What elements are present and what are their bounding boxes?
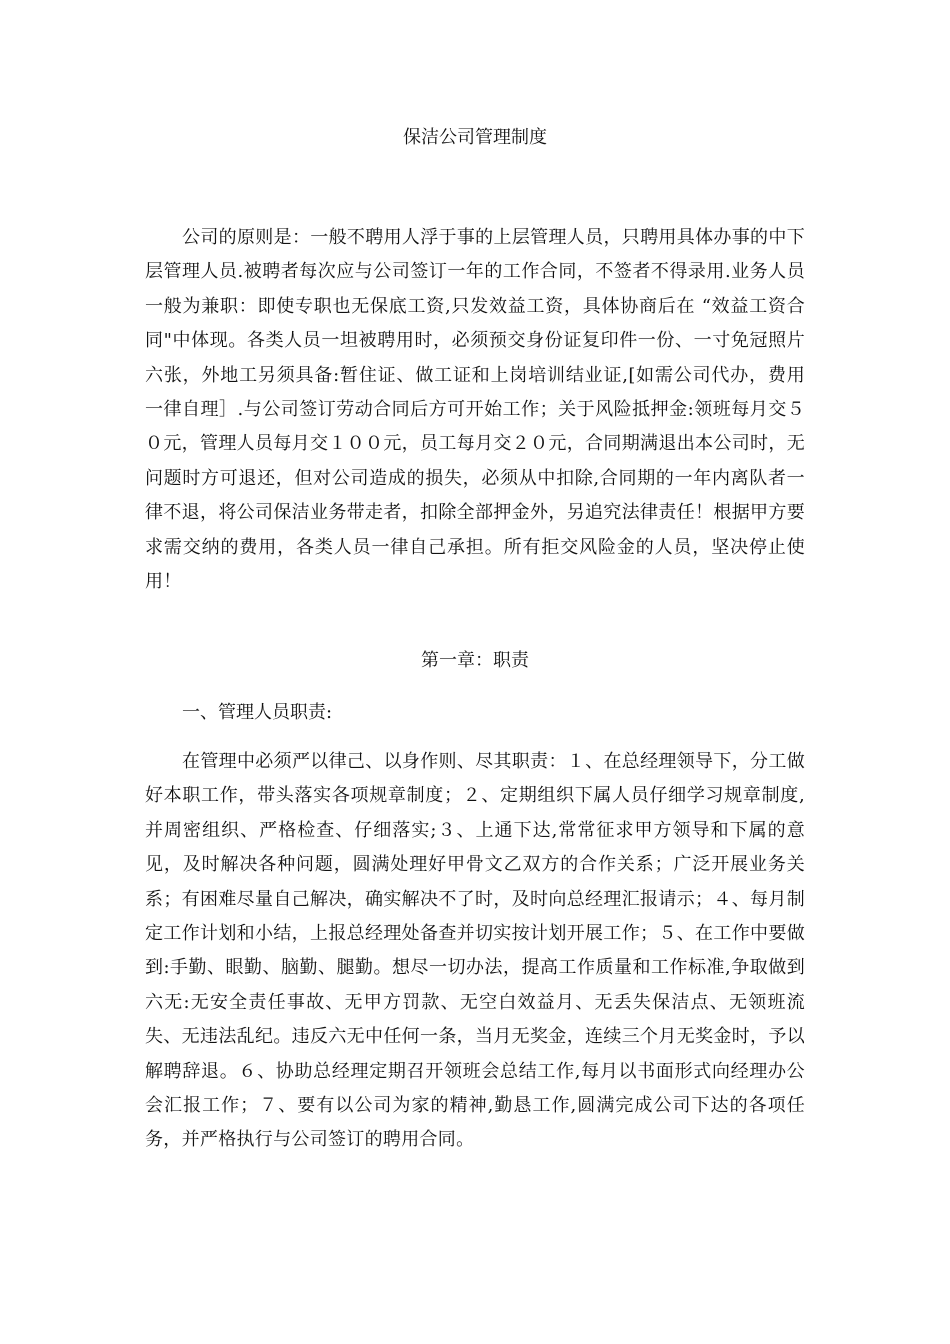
section-paragraph: 在管理中必须严以律己、以身作则、尽其职责：１、在总经理领导下，分工做好本职工作，带头落实各项规章制度；２、定期组织下属人员仔细学习规章制度,并周密组织、严格检查、仔细落实;３、上通下达,常常征求甲方领导和下属的意见，及时解决各种问题，圆满处理好甲骨文乙双方的合作关系；广泛开展业务关系；有困难尽量自己解决，确实解决不了时，及时向总经理汇报请示；４、每月制定工作计划和小结，上报总经理处备查并切实按计划开展工作；５、在工作中要做到:手勤、眼勤、脑勤、腿勤。想尽一切办法，提高工作质量和工作标准,争取做到六无:无安全责任事故、无甲方罚款、无空白效益月、无丢失保洁点、无领班流失、无违法乱纪。违反六无中任何一条，当月无奖金，连续三个月无奖金时，予以解聘辞退。６、协助总经理定期召开领班会总结工作,每月以书面形式向经理办公会汇报工作；７、要有以公司为家的精神,勤恳工作,圆满完成公司下达的各项任务，并严格执行与公司签订的聘用合同。 bbox=[145, 751, 805, 1151]
document-title: 保洁公司管理制度 bbox=[403, 127, 547, 148]
chapter-heading: 第一章：职责 bbox=[421, 650, 529, 671]
section-heading: 一、管理人员职责: bbox=[182, 702, 333, 723]
intro-paragraph: 公司的原则是：一般不聘用人浮于事的上层管理人员，只聘用具体办事的中下层管理人员.被聘者每次应与公司签订一年的工作合同，不签者不得录用.业务人员一般为兼职：即使专职也无保底工资,只发效益工资，具体协商后在 “效益工资合同"中体现。各类人员一坦被聘用时，必须预交身份证复印件一份、一寸免冠照片六张，外地工另须具备:暂住证、做工证和上岗培训结业证,[如需公司代办，费用一律自理］.与公司签订劳动合同后方可开始工作；关于风险抵押金:领班每月交５０元，管理人员每月交１００元，员工每月交２０元，合同期满退出本公司时，无问题时方可退还，但对公司造成的损失，必须从中扣除,合同期的一年内离队者一律不退，将公司保洁业务带走者，扣除全部押金外，另追究法律责任！根据甲方要求需交纳的费用，各类人员一律自己承担。所有拒交风险金的人员，坚决停止使用！ bbox=[145, 227, 805, 593]
